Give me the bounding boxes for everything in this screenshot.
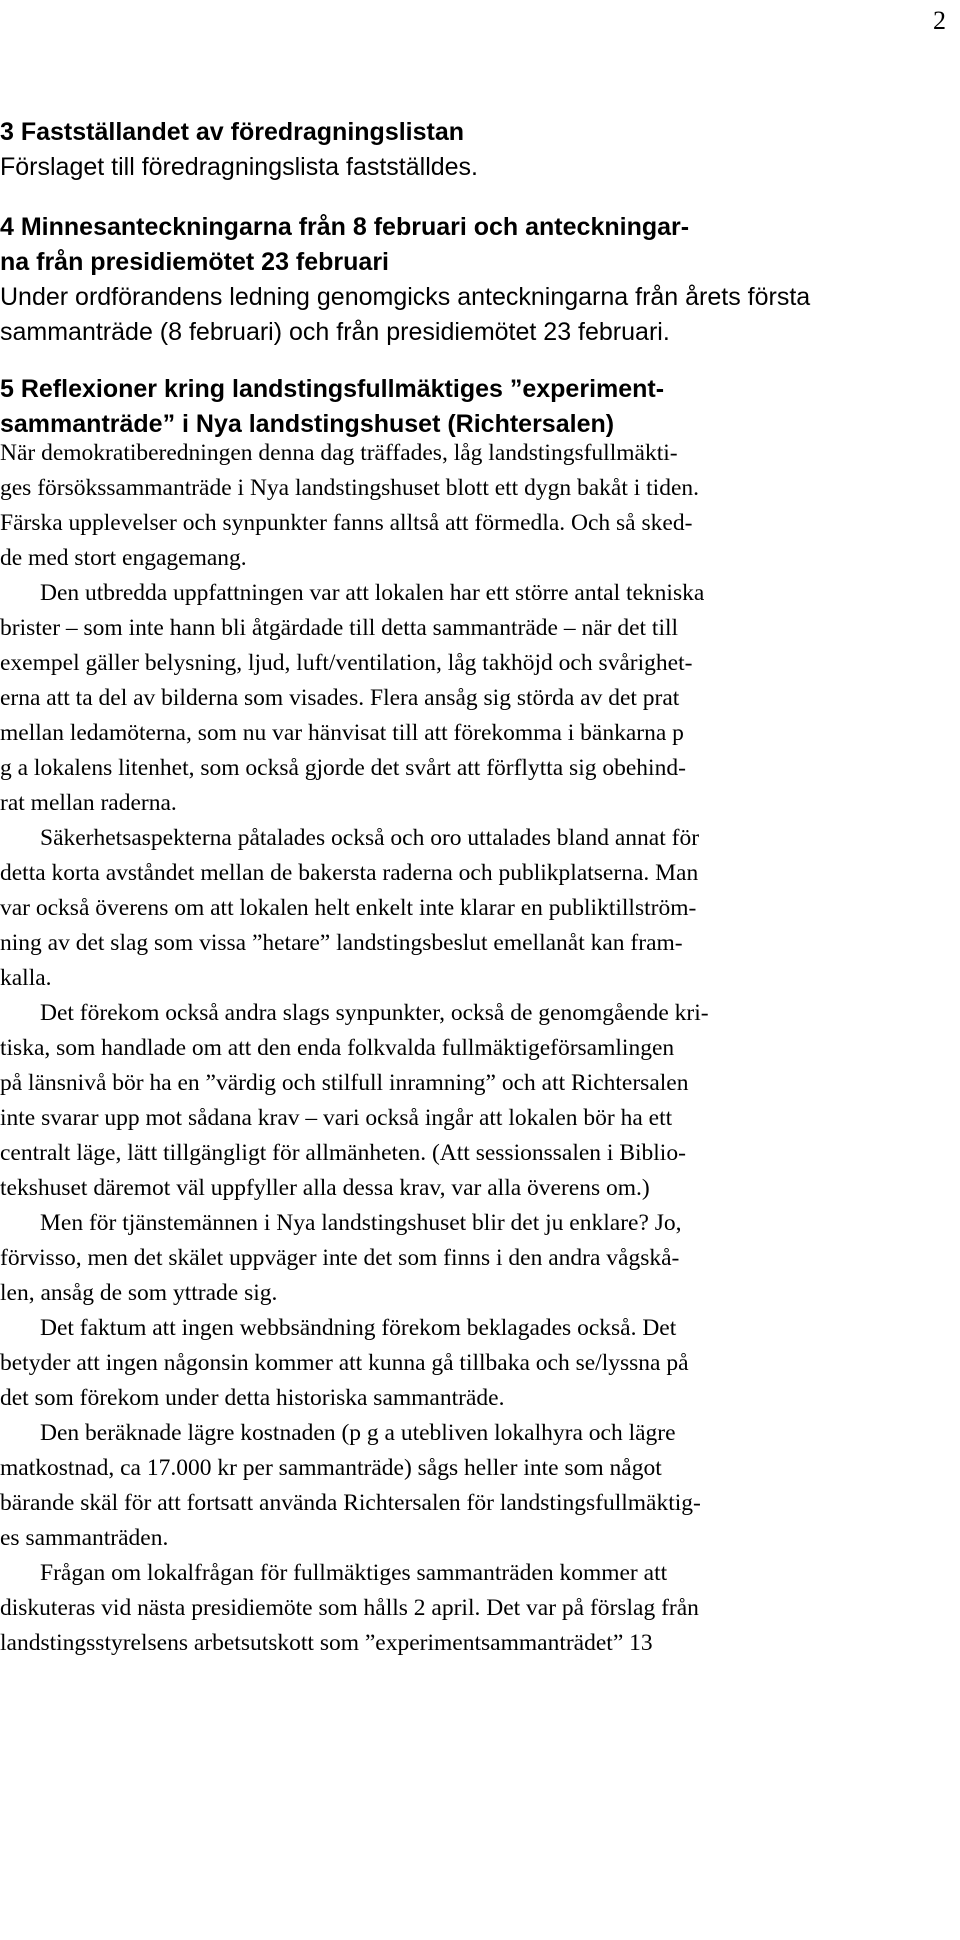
text-line: inte svarar upp mot sådana krav – vari också ingår att lokalen bör ha ett [0,1105,673,1131]
heading-line: na från presidiemötet 23 februari [0,248,390,276]
text-line: landstingsstyrelsens arbetsutskott som ”experimentsammanträdet” 13 [0,1630,653,1656]
text-line: detta korta avståndet mellan de bakersta raderna och publikplatserna. Man [0,860,699,886]
heading-line: sammanträde” i Nya landstingshuset (Richtersalen) [0,410,615,438]
text-line: tekshuset däremot väl uppfyller alla dessa krav, var alla överens om.) [0,1175,650,1201]
section-5-body [0,436,945,1661]
text-line: När demokratiberedningen denna dag träffades, låg landstingsfullmäkti- [0,440,678,466]
heading-line: 4 Minnesanteckningarna från 8 februari och anteckningar- [0,213,690,241]
text-line: Säkerhetsaspekterna påtalades också och oro uttalades bland annat för [40,825,700,851]
section-4-heading [0,210,945,280]
text-line: erna att ta del av bilderna som visades. Flera ansåg sig störda av det prat [0,685,680,711]
text-line: de med stort engagemang. [0,545,247,571]
section-4-text [0,280,945,350]
heading-line: 5 Reflexioner kring landstingsfullmäktiges ”experiment- [0,375,665,403]
paragraph [0,1206,945,1311]
text-line: diskuteras vid nästa presidiemöte som hålls 2 april. Det var på förslag från [0,1595,699,1621]
text-line: tiska, som handlade om att den enda folkvalda fullmäktigeförsamlingen [0,1035,675,1061]
text-line: exempel gäller belysning, ljud, luft/ventilation, låg takhöjd och svårighet- [0,650,693,676]
paragraph [0,576,945,821]
text-line: kalla. [0,965,52,991]
text-line: mellan ledamöterna, som nu var hänvisat till att förekomma i bänkarna p [0,720,684,746]
text-line: betyder att ingen någonsin kommer att kunna gå tillbaka och se/lyssna på [0,1350,689,1376]
page-number: 2 [933,6,946,35]
text-line: Men för tjänstemännen i Nya landstingshuset blir det ju enklare? Jo, [40,1210,682,1236]
text-line: Färska upplevelser och synpunkter fanns alltså att förmedla. Och så sked- [0,510,693,536]
text-line: Den utbredda uppfattningen var att lokalen har ett större antal tekniska [40,580,705,606]
text-line: Det förekom också andra slags synpunkter, också de genomgående kri- [40,1000,709,1026]
paragraph [0,1416,945,1556]
paragraph [0,996,945,1206]
text-line: bärande skäl för att fortsatt använda Richtersalen för landstingsfullmäktig- [0,1490,701,1516]
text-line: förvisso, men det skälet uppväger inte det som finns i den andra vågskå- [0,1245,680,1271]
text-line: Under ordförandens ledning genomgicks anteckningarna från årets första [0,283,811,311]
paragraph [0,1556,945,1661]
text-line: len, ansåg de som yttrade sig. [0,1280,278,1306]
text-line: ning av det slag som vissa ”hetare” landstingsbeslut emellanåt kan fram- [0,930,683,956]
section-5-heading [0,372,945,442]
text-line: Den beräknade lägre kostnaden (p g a utebliven lokalhyra och lägre [40,1420,676,1446]
text-line: matkostnad, ca 17.000 kr per sammanträde) sågs heller inte som något [0,1455,662,1481]
text-line: på länsnivå bör ha en ”värdig och stilfull inramning” och att Richtersalen [0,1070,689,1096]
text-line: g a lokalens litenhet, som också gjorde det svårt att förflytta sig obehind- [0,755,686,781]
text-line: ges försökssammanträde i Nya landstingshuset blott ett dygn bakåt i tiden. [0,475,699,501]
text-line: Frågan om lokalfrågan för fullmäktiges sammanträden kommer att [40,1560,668,1586]
paragraph [0,436,945,576]
section-3-text: Förslaget till föredragningslista fastställdes. [0,153,479,181]
text-line: var också överens om att lokalen helt enkelt inte klarar en publiktillström- [0,895,697,921]
paragraph [0,1311,945,1416]
text-line: centralt läge, lätt tillgängligt för allmänheten. (Att sessionssalen i Biblio- [0,1140,686,1166]
text-line: brister – som inte hann bli åtgärdade till detta sammanträde – när det till [0,615,679,641]
text-line: det som förekom under detta historiska sammanträde. [0,1385,505,1411]
text-line: sammanträde (8 februari) och från presidiemötet 23 februari. [0,318,670,346]
section-3-heading: 3 Fastställandet av föredragningslistan [0,118,465,146]
text-line: es sammanträden. [0,1525,169,1551]
text-line: rat mellan raderna. [0,790,177,816]
text-line: Det faktum att ingen webbsändning förekom beklagades också. Det [40,1315,677,1341]
paragraph [0,821,945,996]
